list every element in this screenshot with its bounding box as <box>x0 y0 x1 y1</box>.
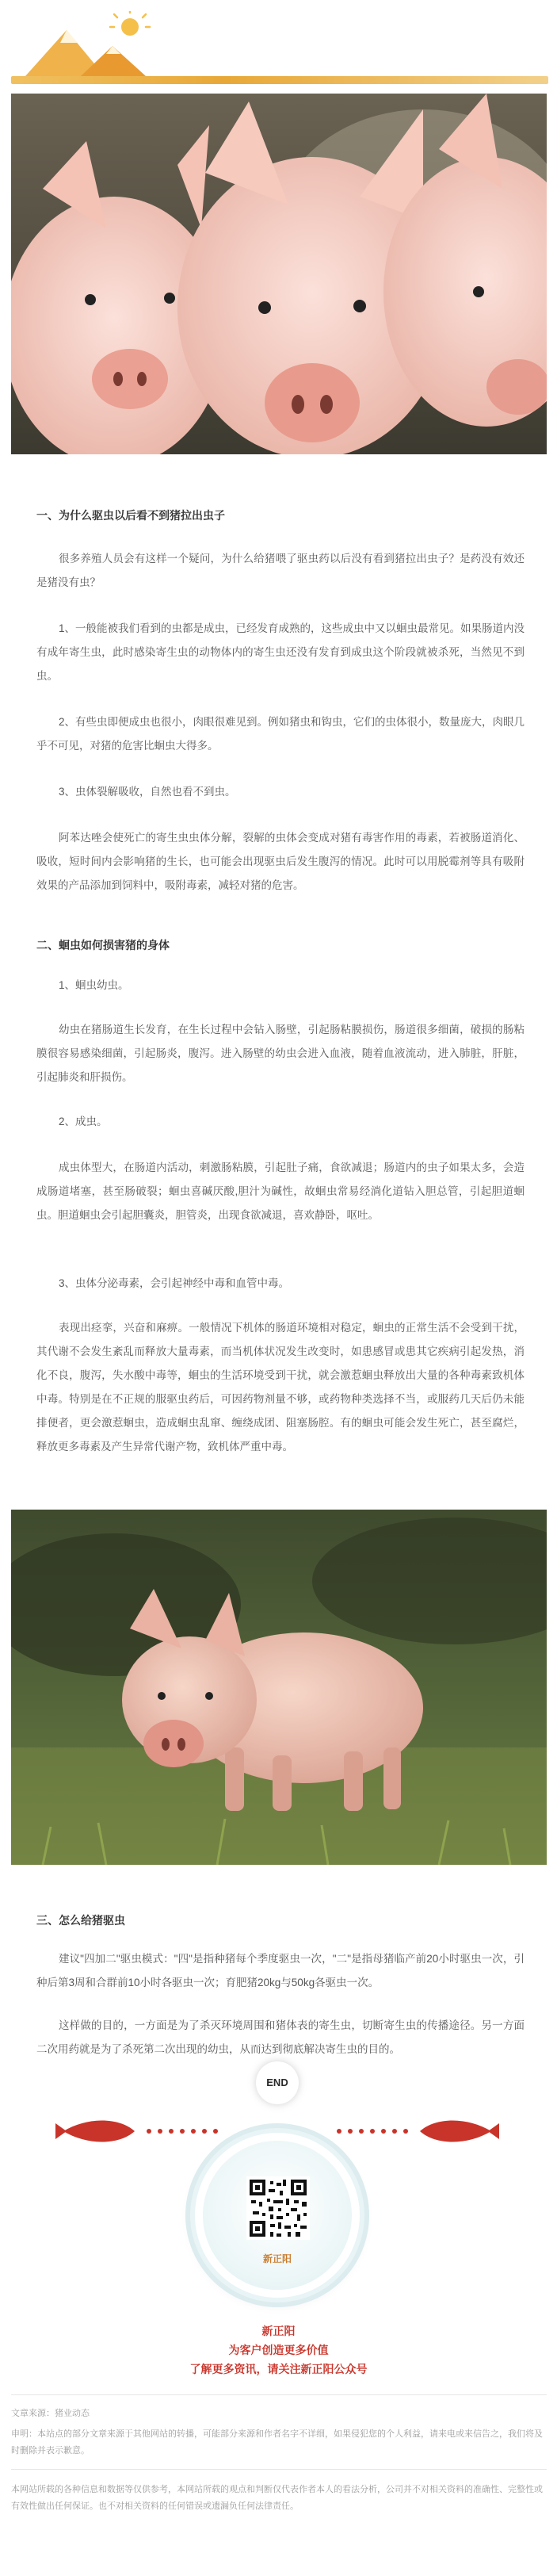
footer-divider-2 <box>11 2469 547 2470</box>
section-1-paragraph-1: 很多养殖人员会有这样一个疑问，为什么给猪喂了驱虫药以后没有看到猪拉出虫子？是药没有效还是猪没有虫？ <box>36 553 525 588</box>
section-3-paragraph-1: 建议"四加二"驱虫模式："四"是指种猪每个季度驱虫一次，"二"是指母猪临产前20小时驱虫一次，引种后第3周和合群前10小时各驱虫一次；育肥猪20kg与50kg各驱虫一次。 <box>36 1953 525 1988</box>
section-3-paragraph-2: 这样做的目的，一方面是为了杀灭环境周围和猪体表的寄生虫，切断寄生虫的传播途径。另一方面二次用药就是为了杀死第二次出现的幼虫，从而达到彻底解决寄生虫的目的。 <box>36 2019 525 2055</box>
footer-source: 文章来源：猪业动态 <box>11 2409 90 2418</box>
piglets-illustration <box>11 94 547 454</box>
section-3-heading: 三、怎么给猪驱虫 <box>36 1914 125 1927</box>
header-gold-bar <box>11 76 548 84</box>
piglets-photo <box>11 94 547 454</box>
section-1-paragraph-4: 3、虫体裂解吸收，自然也看不到虫。 <box>59 786 236 798</box>
section-2-paragraph-1: 1、蛔虫幼虫。 <box>59 979 129 991</box>
section-2-paragraph-5: 3、虫体分泌毒素，会引起神经中毒和血管中毒。 <box>59 1277 290 1289</box>
promo-line-3: 了解更多资讯，请关注新正阳公众号 <box>189 2363 368 2375</box>
qr-code-icon[interactable] <box>246 2176 310 2240</box>
qr-code-circle <box>195 2133 360 2298</box>
footer-statement: 申明：本站点的部分文章来源于其他网站的转播，可能部分来源和作者名字不详细，如果侵犯您的个人利益，请来电或来信告之，我们将及时删除并表示歉意。 <box>11 2429 543 2455</box>
end-badge: END <box>256 2061 299 2104</box>
promo-line-1: 新正阳 <box>261 2325 296 2337</box>
footer-divider <box>11 2394 547 2395</box>
piglet-on-grass-photo <box>11 1510 547 1865</box>
promo-line-2: 为客户创造更多价值 <box>228 2344 329 2356</box>
section-2-paragraph-4: 成虫体型大，在肠道内活动，刺激肠粘膜，引起肚子痛，食欲减退；肠道内的虫子如果太多，会造成肠道堵塞，甚至肠破裂；蛔虫喜碱厌酸,胆汁为碱性，故蛔虫常易经淌化道钻入胆总管，引起胆道蛔虫。胆道蛔虫会引起胆囊炎，胆管炎，出现食欲减退，喜欢静卧，呕吐。 <box>36 1162 525 1221</box>
section-1-paragraph-3: 2、有些虫即便成虫也很小，肉眼很难见到。例如猪虫和钩虫，它们的虫体很小，数量庞大，肉眼几乎不可见，对猪的危害比蛔虫大得多。 <box>36 716 525 752</box>
section-2-paragraph-6: 表现出痉挛，兴奋和麻痹。一般情况下机体的肠道环境相对稳定，蛔虫的正常生活不会受到干扰，其代谢不会发生紊乱而释放大量毒素，而当机体状况发生改变时，如患感冒或患其它疾病引起发热，消化不良，腹泻，失水酸中毒等，蛔虫的生活环境受到干扰，就会激惹蛔虫释放出大量的各种毒素致机体中毒。特别是在不正规的服驱虫药后，可因药物剂量不够，或药物种类选择不当，或服药几天后仍未能排便者，更会激惹蛔虫，造成蛔虫乱窜、缠绕成团、阻塞肠腔。有的蛔虫可能会发生死亡，甚至腐烂，释放更多毒素及产生异常代谢产物，致机体严重中毒。 <box>36 1322 525 1453</box>
section-2-heading: 二、蛔虫如何损害猪的身体 <box>36 939 170 951</box>
section-2-paragraph-3: 2、成虫。 <box>59 1116 108 1127</box>
qr-brand-name: 新正阳 <box>262 2253 292 2264</box>
section-1-paragraph-2: 1、一般能被我们看到的虫都是成虫，已经发育成熟的，这些成虫中又以蛔虫最常见。如果肠道内没有成年寄生虫，此时感染寄生虫的动物体内的寄生虫还没有发育到成虫这个阶段就被杀死，当然见不到虫。 <box>36 622 525 682</box>
piglet-grass-illustration <box>11 1510 547 1865</box>
section-1-heading: 一、为什么驱虫以后看不到猪拉出虫子 <box>36 509 225 522</box>
section-1-paragraph-5: 阿苯达唑会使死亡的寄生虫虫体分解，裂解的虫体会变成对猪有毒害作用的毒素，若被肠道消化、吸收，短时间内会影响猪的生长，也可能会出现驱虫后发生腹泻的情况。此时可以用脱霉剂等具有吸附效果的产品添加到饲料中，吸附毒素，减轻对猪的危害。 <box>36 832 525 891</box>
section-2-paragraph-2: 幼虫在猪肠道生长发育，在生长过程中会钻入肠壁，引起肠粘膜损伤，肠道很多细菌，破损的肠粘膜很容易感染细菌，引起肠炎，腹泻。进入肠壁的幼虫会进入血液，随着血液流动，进入肺脏，肝脏，引起肺炎和肝损伤。 <box>36 1024 525 1083</box>
footer-disclaimer: 本网站所载的各种信息和数据等仅供参考，本网站所载的观点和判断仅代表作者本人的看法分析，公司并不对相关资料的准确性、完整性或有效性做出任何保证。也不对相关资料的任何错误或遗漏负任何法律责任。 <box>11 2485 543 2511</box>
